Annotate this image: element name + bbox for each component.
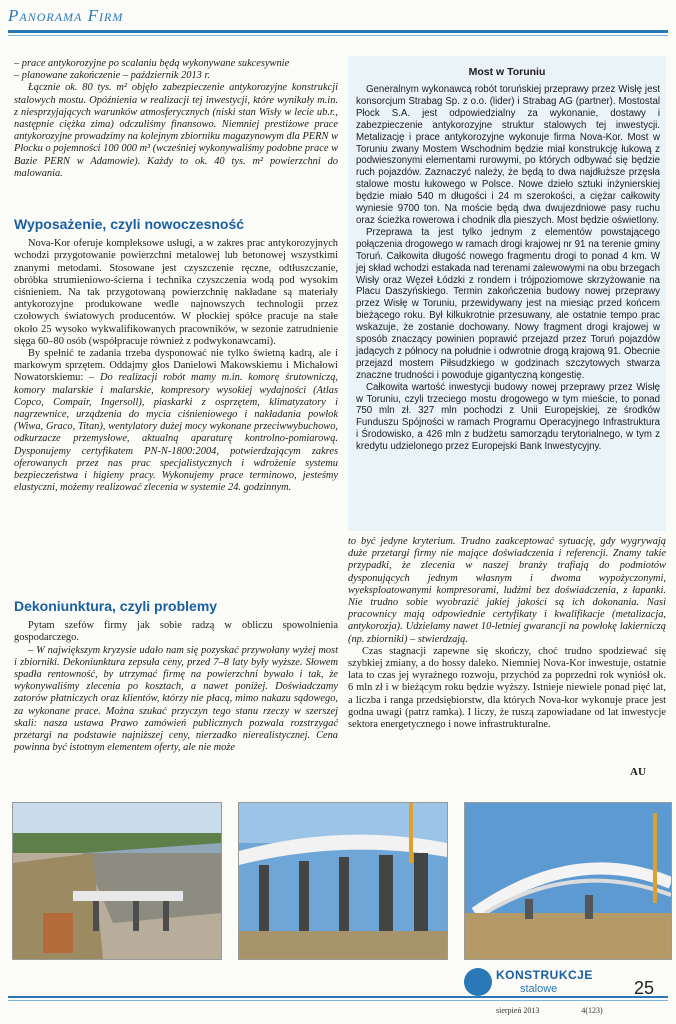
section-downturn <box>14 600 338 754</box>
bullet-line: – planowane zakończenie – październik 2013 r. <box>14 70 210 82</box>
footer-rule <box>8 996 668 998</box>
section-heading: Dekoniunktura, czyli problemy <box>14 598 218 614</box>
author-signature: AU <box>630 766 646 778</box>
magazine-name: KONSTRUKCJE <box>496 968 593 982</box>
header-rule <box>8 30 668 33</box>
header-rule-thin <box>8 35 668 36</box>
right-column-bottom <box>348 536 666 731</box>
paragraph: Łącznie ok. 80 tys. m² objęło zabezpieczenie antykorozyjne konstrukcji stalowych mostu. Opóźnienia w realizacji tej inwestycji, które wynikały m.in. z niesprzyjających warunków atmosferycznych (niski stan Wisły w lecie ub.r., następnie ciężka zima) odczuliśmy finansowo. Niemniej prestiżowe prace antykorozyjne prowadzimy na kolejnym zbiorniku magazynowym dla PERN w Płocku o pojemności 100 000 m³ (wcześniej wykonywaliśmy podobne prace w Bazie PERN w Adamowie). Każdy to ok. 40 tys. m² powierzchni do malowania. <box>14 82 339 179</box>
box-paragraph: Generalnym wykonawcą robót toruńskiej przeprawy przez Wisłę jest konsorcjum Strabag Sp. z o.o. (lider) i Strabag AG (partner). Mostostal Płock S.A. jest odpowiedzialny za wykonanie, dostawy i zabezpieczenie antykorozyjne struktur stalowych tej inwestycji. Metalizację i prace antykorozyjne wykonuje firma Nova-Kor. Most w Toruniu zwany Mostem Wschodnim będzie miał konstrukcję łukową z podwieszonymi elementami rurowymi, po których odbywać się będzie ruch pojazdów. Zaznaczyć należy, że będą to dwa najdłuższe przęsła stalowe mostu łukowego w Polsce. Nowe dzieło sztuki inżynierskiej będzie miało 540 m długości i 24 m szerokości, a ciężar całkowity wyniesie 9700 ton. Na moście będą dwa dwujezdniowe pasy ruchu oraz ścieżka rowerowa i chodnik dla pieszych. Most będzie oświetlony. <box>356 84 660 226</box>
paragraph: Pytam szefów firmy jak sobie radzą w obliczu spowolnienia gospodarczego. <box>14 620 338 644</box>
page-number: 25 <box>634 978 655 998</box>
bullet-line: – prace antykorozyjne po scalaniu będą wykonywane sukcesywnie <box>14 58 290 69</box>
paragraph: Nova-Kor oferuje kompleksowe usługi, a w zakres prac antykorozyjnych wchodzi przygotowanie powierzchni metalowej lub betonowej wszystkimi znanymi metodami. Stosowane jest czyszczenie ręczne, odtłuszczanie, obróbka strumieniowo-ścierna i technika czyszczenia wodą pod wysokim ciśnieniem. Na tak przygotowaną powierzchnię nakładane są materiały antykorozyjne produkowane wedle najnowszych technologii przez czołowych światowych producentów. W płockiej spółce pracuje na stałe około 25 wysoko wykwalifikowanych pracowników, w sezonie zatrudnienie sięga 60–80 osób (współpracuje również z podwykonawcami). <box>14 238 338 347</box>
box-paragraph: Całkowita wartość inwestycji budowy nowej przeprawy przez Wisłę w Toruniu, czyli trzeciego mostu drogowego w tym mieście, to ponad 750 mln zł. 327 mln pochodzi z Unii Europejskiej, ze środków Funduszu Spójności w ramach Programu Operacyjnego Infrastruktura i Środowisko, a 426 mln z budżetu samorządu terytorialnego, w tym z kredytu udzielonego przez Europejski Bank Inwestycyjny. <box>356 381 660 453</box>
left-column-top <box>14 58 338 180</box>
box-title: Most w Toruniu <box>468 66 546 78</box>
page-header <box>0 0 676 42</box>
quote-paragraph: – W największym kryzysie udało nam się pozyskać przywołany wyżej most i zbiorniki. Dekoniunktura zepsuła ceny, przed 7–8 laty były wyższe. Słowem spadła rentowność, by utrzymać firmę na powierzchni bywało i tak, że wykonywaliśmy zlecenia po kosztach, a nawet poniżej. Doświadczamy zatorów płatniczych oraz klientów, którzy nie płacą, mimo nakazu sądowego, za wykonane prace. Można szukać przyczyn tego stanu rzeczy w szerszej skali: nasza ustawa Prawo zamówień publicznych pozwala rozstrzygać przetargi na podstawie najniższej ceny, nierzadko nierealistycznej. Cena powinna być istotnym elementem oferty, ale nie może <box>14 644 338 754</box>
section-heading: Wyposażenie, czyli nowoczesność <box>14 216 245 232</box>
magazine-logo-icon <box>464 968 492 996</box>
quote-continuation: to być jedyne kryterium. Trudno zaakceptować sytuację, gdy wygrywają duże przetargi firmy nie mające doświadczenia i referencji. Znamy takie przypadki, że zlecenia w naszej branży trafiają do podmiotów dysponujących jednym własnym i dwoma wypożyczonymi, wyeksploatowanymi kompresorami, ludźmi bez doświadczenia, z łapanki. Nie trudno sobie wyobrazić jakiej jakości są ich dokonania. Nasi pracownicy mają odpowiednie certyfikaty i kwalifikacje (metalizacja, antykorozja). Udzielamy nawet 10-letniej gwarancji na powłokę lakierniczą (np. zbiorniki) – stwierdzają. <box>348 536 666 645</box>
photo-bridge-river <box>12 802 222 960</box>
paragraph-intro: By spełnić te zadania trzeba dysponować nie tylko świetną kadrą, ale i markowym sprzętem. Oddajmy głos Danielowi Makowskiemu i Michałowi Nowatorskiemu: <box>14 348 338 384</box>
issue-date: sierpień 2013 <box>496 1006 540 1015</box>
quote-text: – Do realizacji robót mamy m.in. komorę śrutowniczą, komory malarskie i malarskie, kompresory wysokiej wydajności (Atlas Copco, Compair, Ingersoll), piaskarki z osprzętem, klimatyzatory i nagrzewnice, urządzenia do mycia ciśnieniowego i nakładania powłok (Wiwa, Graco, Titan), wentylatory dużej mocy wykonane przeciwwybuchowo, odkurzacze przemysłowe, aktualną aparaturę kontrolno-pomiarową. Dysponujemy certyfikatem PN-N-1800:2004, potwierdzającym zakres oferowanych przez nas prac specjalistycznych i wdrożenie systemu bezpieczeństwa i higieny pracy. Wykonujemy prace terminowo, jesteśmy elastyczni, możemy realizować zlecenia w systemie 24. godzinnym. <box>14 372 338 494</box>
photo-bridge-scaffolding <box>238 802 448 960</box>
paragraph <box>14 348 338 494</box>
footer-rule-thin <box>8 1000 668 1001</box>
photo-bridge-arch <box>464 802 672 960</box>
issue-info <box>496 1006 603 1015</box>
issue-number: 4(123) <box>581 1006 603 1015</box>
section-equipment <box>14 218 338 494</box>
magazine-subname: stalowe <box>520 983 558 995</box>
box-paragraph: Przeprawa ta jest tylko jednym z elementów powstającego połączenia drogowego w ramach drogi krajowej nr 91 na terenie gminy Toruń. Całkowita długość nowego fragmentu drogi to ponad 4 km. W jej skład wchodzi estakada nad terenami zalewowymi na obu brzegach Wisły oraz Węzeł Łódzki z rondem i trójpoziomowe skrzyżowanie na Placu Daszyńskiego. Termin zakończenia budowy nowej przeprawy przez Wisłę w Toruniu, przewidywany jest na miesiąc przed końcem bieżącego roku. Był kilkukrotnie przesuwany, ale ostatnie tempo prac wskazuje, że zostanie dochowany. Nowy fragment drogi krajowej w sposób znaczący powinien poprawić przejazd przez Toruń pojazdów jadących z północy na południe i odwrotnie drogą krajową 91. Obecnie przejazd mostem Piłsudzkiego w godzinach szczytowych stwarza znaczne trudności i powoduje gigantyczną kongestię. <box>356 226 660 381</box>
box-text <box>356 84 660 453</box>
magazine-section-title: Panorama Firm <box>8 6 124 25</box>
paragraph: Czas stagnacji zapewne się skończy, choć trudno spodziewać się szybkiej zmiany, a do hossy daleko. Niemniej Nova-Kor inwestuje, ostatnie lata to czas jej wyraźnego rozwoju, przychód za poprzedni rok wyniósł ok. 6 mln zł i w bieżącym roku będzie wyższy. Istnieje niewiele ponad pięć lat, a liczba i ranga przedsiębiorstw, dla których Nova-kor wykonuje prace jest godna uwagi (patrz ramka). I liczy, że ruszą zapowiadane od lat inwestycje sektora energetycznego i nowe infrastrukturalne. <box>348 645 666 731</box>
